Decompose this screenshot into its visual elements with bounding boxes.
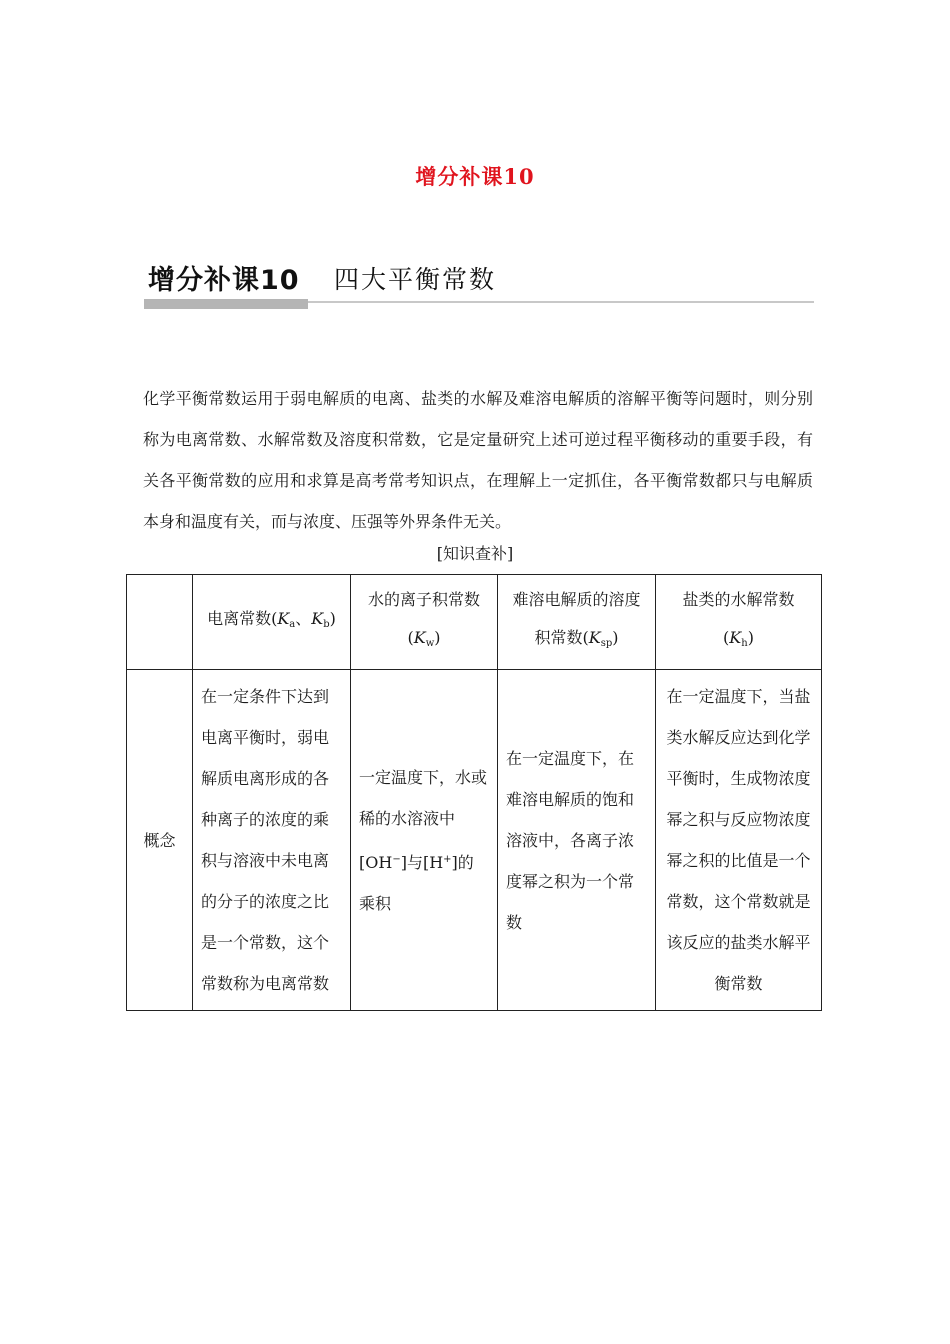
cell-solubility-concept [498, 670, 656, 1011]
table-row [127, 670, 822, 1011]
page-title: 增分补课10 [415, 164, 535, 189]
symbol-k: K [729, 628, 742, 647]
cell-text-part: 一定温度下，水或稀的水溶液中 [359, 767, 488, 828]
cell-text: 在一定温度下，当盐类水解反应达到化学平衡时，生成物浓度幂之积与反应物浓度幂之积的比值是一个常数，这个常数就是该反应的盐类水解平衡常数 [666, 687, 811, 993]
separator: 、 [295, 609, 312, 628]
row-label: 概念 [127, 670, 193, 1011]
cell-ionization-concept [193, 670, 351, 1011]
table-caption: [知识查补] [436, 544, 514, 563]
cell-hydrolysis-concept [656, 670, 822, 1011]
table-header-row [127, 575, 822, 670]
header-text: 积常数( [534, 628, 589, 647]
cell-water-concept [351, 670, 498, 1011]
subscript: a [289, 619, 296, 630]
cell-text-part: [OH [359, 852, 393, 872]
superscript: + [443, 853, 452, 865]
symbol-k: K [311, 609, 324, 628]
superscript: − [392, 853, 401, 865]
cell-text-part: ]的乘积 [359, 852, 474, 913]
subscript: h [741, 638, 748, 649]
symbol-k: K [588, 628, 601, 647]
header-text: 难溶电解质的溶度 [512, 590, 641, 609]
banner-gray-bar [144, 299, 308, 309]
cell-text-part: ]与[H [400, 852, 444, 872]
cell-text: 在一定条件下达到电离平衡时，弱电解质电离形成的各种离子的浓度的乘积与溶液中未电离的分子的浓度之比是一个常数，这个常数称为电离常数 [201, 687, 330, 993]
header-hydrolysis-constant: 盐类的水解常数 $(K_h)$ [656, 575, 822, 670]
banner-divider [308, 301, 814, 303]
subscript: sp [600, 638, 613, 649]
symbol-k: K [277, 609, 290, 628]
section-banner [144, 258, 814, 314]
subscript: b [323, 619, 330, 630]
banner-tag: 增分补课10 [148, 265, 300, 296]
header-solubility-product [498, 575, 656, 670]
header-text: ) [612, 628, 619, 647]
intro-paragraph: 化学平衡常数运用于弱电解质的电离、盐类的水解及难溶电解质的溶解平衡等问题时，则分别称为电离常数、水解常数及溶度积常数，它是定量研究上述可逆过程平衡移动的重要手段，有关各平衡常数的应用和求算是高考常考知识点，在理解上一定抓住，各平衡常数都只与电解质本身和温度有关，而与浓度、压强等外界条件无关。 [143, 389, 813, 531]
constants-table [126, 574, 822, 1011]
header-text: ) [329, 609, 336, 628]
symbol-k: K [413, 628, 426, 647]
header-text: 电离常数( [207, 609, 278, 628]
header-text: 水的离子积常数 [367, 590, 480, 609]
header-ionization-constant [193, 575, 351, 670]
header-water-ion-product: 水的离子积常数 $(K_w)$ [351, 575, 498, 670]
header-text: 盐类的水解常数 [682, 590, 795, 609]
header-empty-cell [127, 575, 193, 670]
cell-text: 在一定温度下，在难溶电解质的饱和溶液中，各离子浓度幂之积为一个常数 [506, 748, 635, 932]
banner-subtitle: 四大平衡常数 [334, 265, 497, 294]
subscript: w [425, 638, 435, 649]
cell-text [359, 757, 489, 924]
